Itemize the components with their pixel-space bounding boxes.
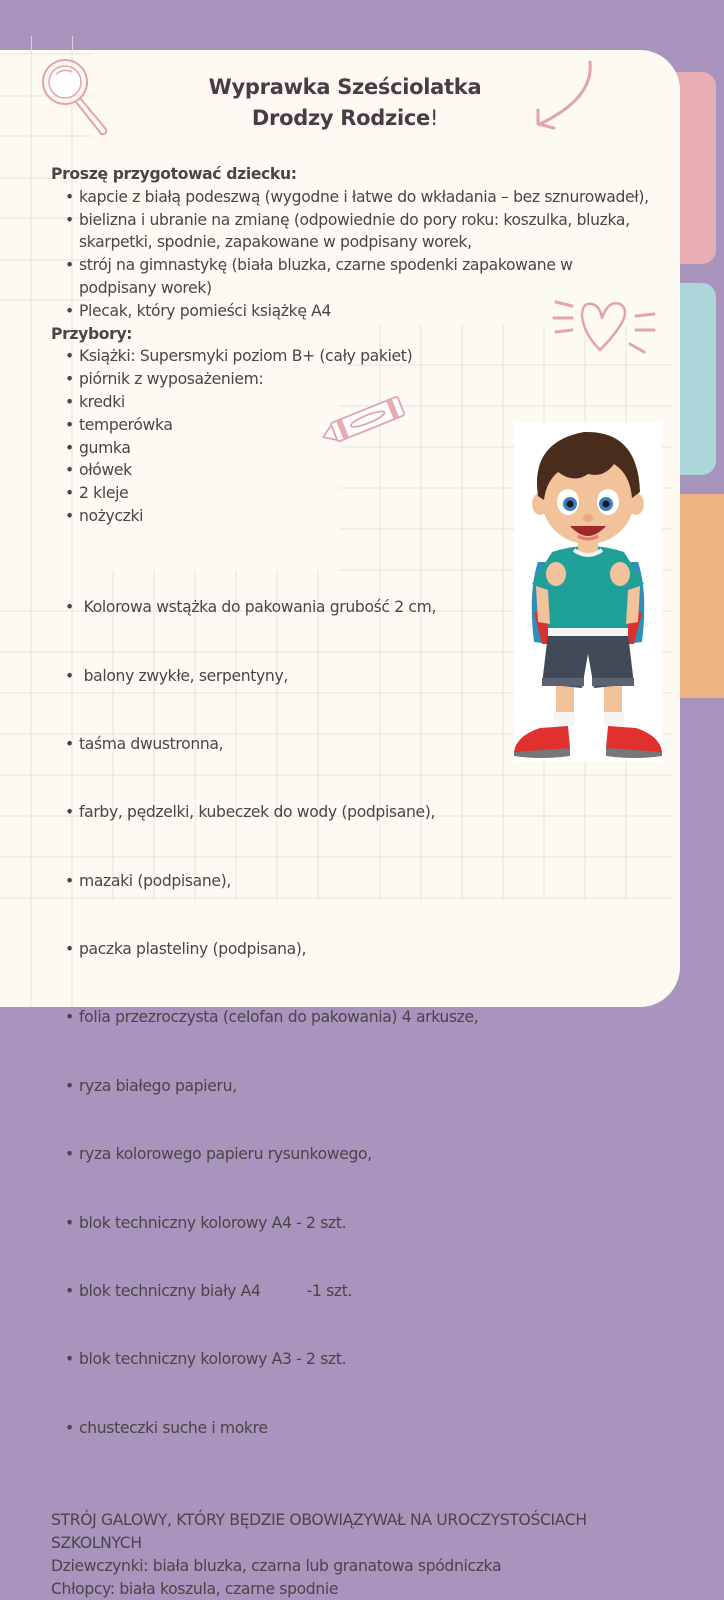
list-item: • gumka bbox=[79, 437, 651, 460]
greeting bbox=[0, 103, 680, 133]
list-item: • temperówka bbox=[79, 414, 651, 437]
grid-line-top bbox=[72, 36, 73, 50]
section-heading-prepare: Proszę przygotować dziecku: bbox=[51, 165, 297, 183]
spacer bbox=[51, 528, 651, 551]
list-item: • 2 kleje bbox=[79, 482, 651, 505]
list-item: • strój na gimnastykę (biała bluzka, czarne spodenki zapakowane w podpisany worek) bbox=[79, 254, 584, 300]
page-title: Wyprawka Sześciolatka bbox=[208, 75, 482, 99]
list-item: • piórnik z wyposażeniem: bbox=[79, 368, 651, 391]
formal-attire-boys: Chłopcy: biała koszula, czarne spodnie bbox=[51, 1579, 339, 1598]
formal-attire-girls: Dziewczynki: biała bluzka, czarna lub granatowa spódniczka bbox=[51, 1556, 502, 1575]
list-item: • ryza białego papieru, bbox=[79, 1075, 651, 1098]
section-heading-supplies: Przybory: bbox=[51, 324, 133, 343]
prepare-list bbox=[51, 186, 651, 323]
list-item: • blok techniczny kolorowy A3 - 2 szt. bbox=[79, 1348, 651, 1371]
spacer bbox=[51, 1485, 651, 1509]
extra-list bbox=[51, 551, 651, 1486]
list-item: • balony zwykłe, serpentyny, bbox=[79, 665, 651, 688]
list-item: • kredki bbox=[79, 391, 651, 414]
list-item: • blok techniczny biały A4 -1 szt. bbox=[79, 1280, 651, 1303]
supplies-list bbox=[51, 345, 651, 527]
list-item: • mazaki (podpisane), bbox=[79, 870, 651, 893]
list-item: • folia przezroczysta (celofan do pakowania) 4 arkusze, bbox=[79, 1006, 651, 1029]
list-item: • farby, pędzelki, kubeczek do wody (podpisane), bbox=[79, 801, 651, 824]
list-item: • Plecak, który pomieści książkę A4 bbox=[79, 300, 651, 323]
greeting-exclamation: ! bbox=[429, 106, 439, 130]
greeting-text: Drodzy Rodzice bbox=[251, 106, 430, 130]
formal-attire-heading: STRÓJ GALOWY, KTÓRY BĘDZIE OBOWIĄZYWAŁ NA UROCZYSTOŚCIACH SZKOLNYCH bbox=[51, 1511, 587, 1553]
document-body bbox=[51, 163, 651, 1600]
list-item: • bielizna i ubranie na zmianę (odpowiednie do pory roku: koszulka, bluzka, skarpetki, spodnie, zapakowane w podpisany worek, bbox=[79, 209, 651, 255]
list-item: • ryza kolorowego papieru rysunkowego, bbox=[79, 1143, 651, 1166]
list-item: • Kolorowa wstążka do pakowania grubość 2 cm, bbox=[79, 596, 651, 619]
list-item: • Książki: Supersmyki poziom B+ (cały pakiet) bbox=[79, 345, 651, 368]
list-item: • taśma dwustronna, bbox=[79, 733, 651, 756]
list-item: • nożyczki bbox=[79, 505, 651, 528]
list-item: • paczka plasteliny (podpisana), bbox=[79, 938, 651, 961]
grid-line-top bbox=[31, 36, 32, 50]
list-item: • chusteczki suche i mokre bbox=[79, 1417, 651, 1440]
list-item: • ołówek bbox=[79, 459, 651, 482]
list-item: • kapcie z białą podeszwą (wygodne i łatwe do wkładania – bez sznurowadeł), bbox=[79, 186, 651, 209]
list-item: • blok techniczny kolorowy A4 - 2 szt. bbox=[79, 1212, 651, 1235]
